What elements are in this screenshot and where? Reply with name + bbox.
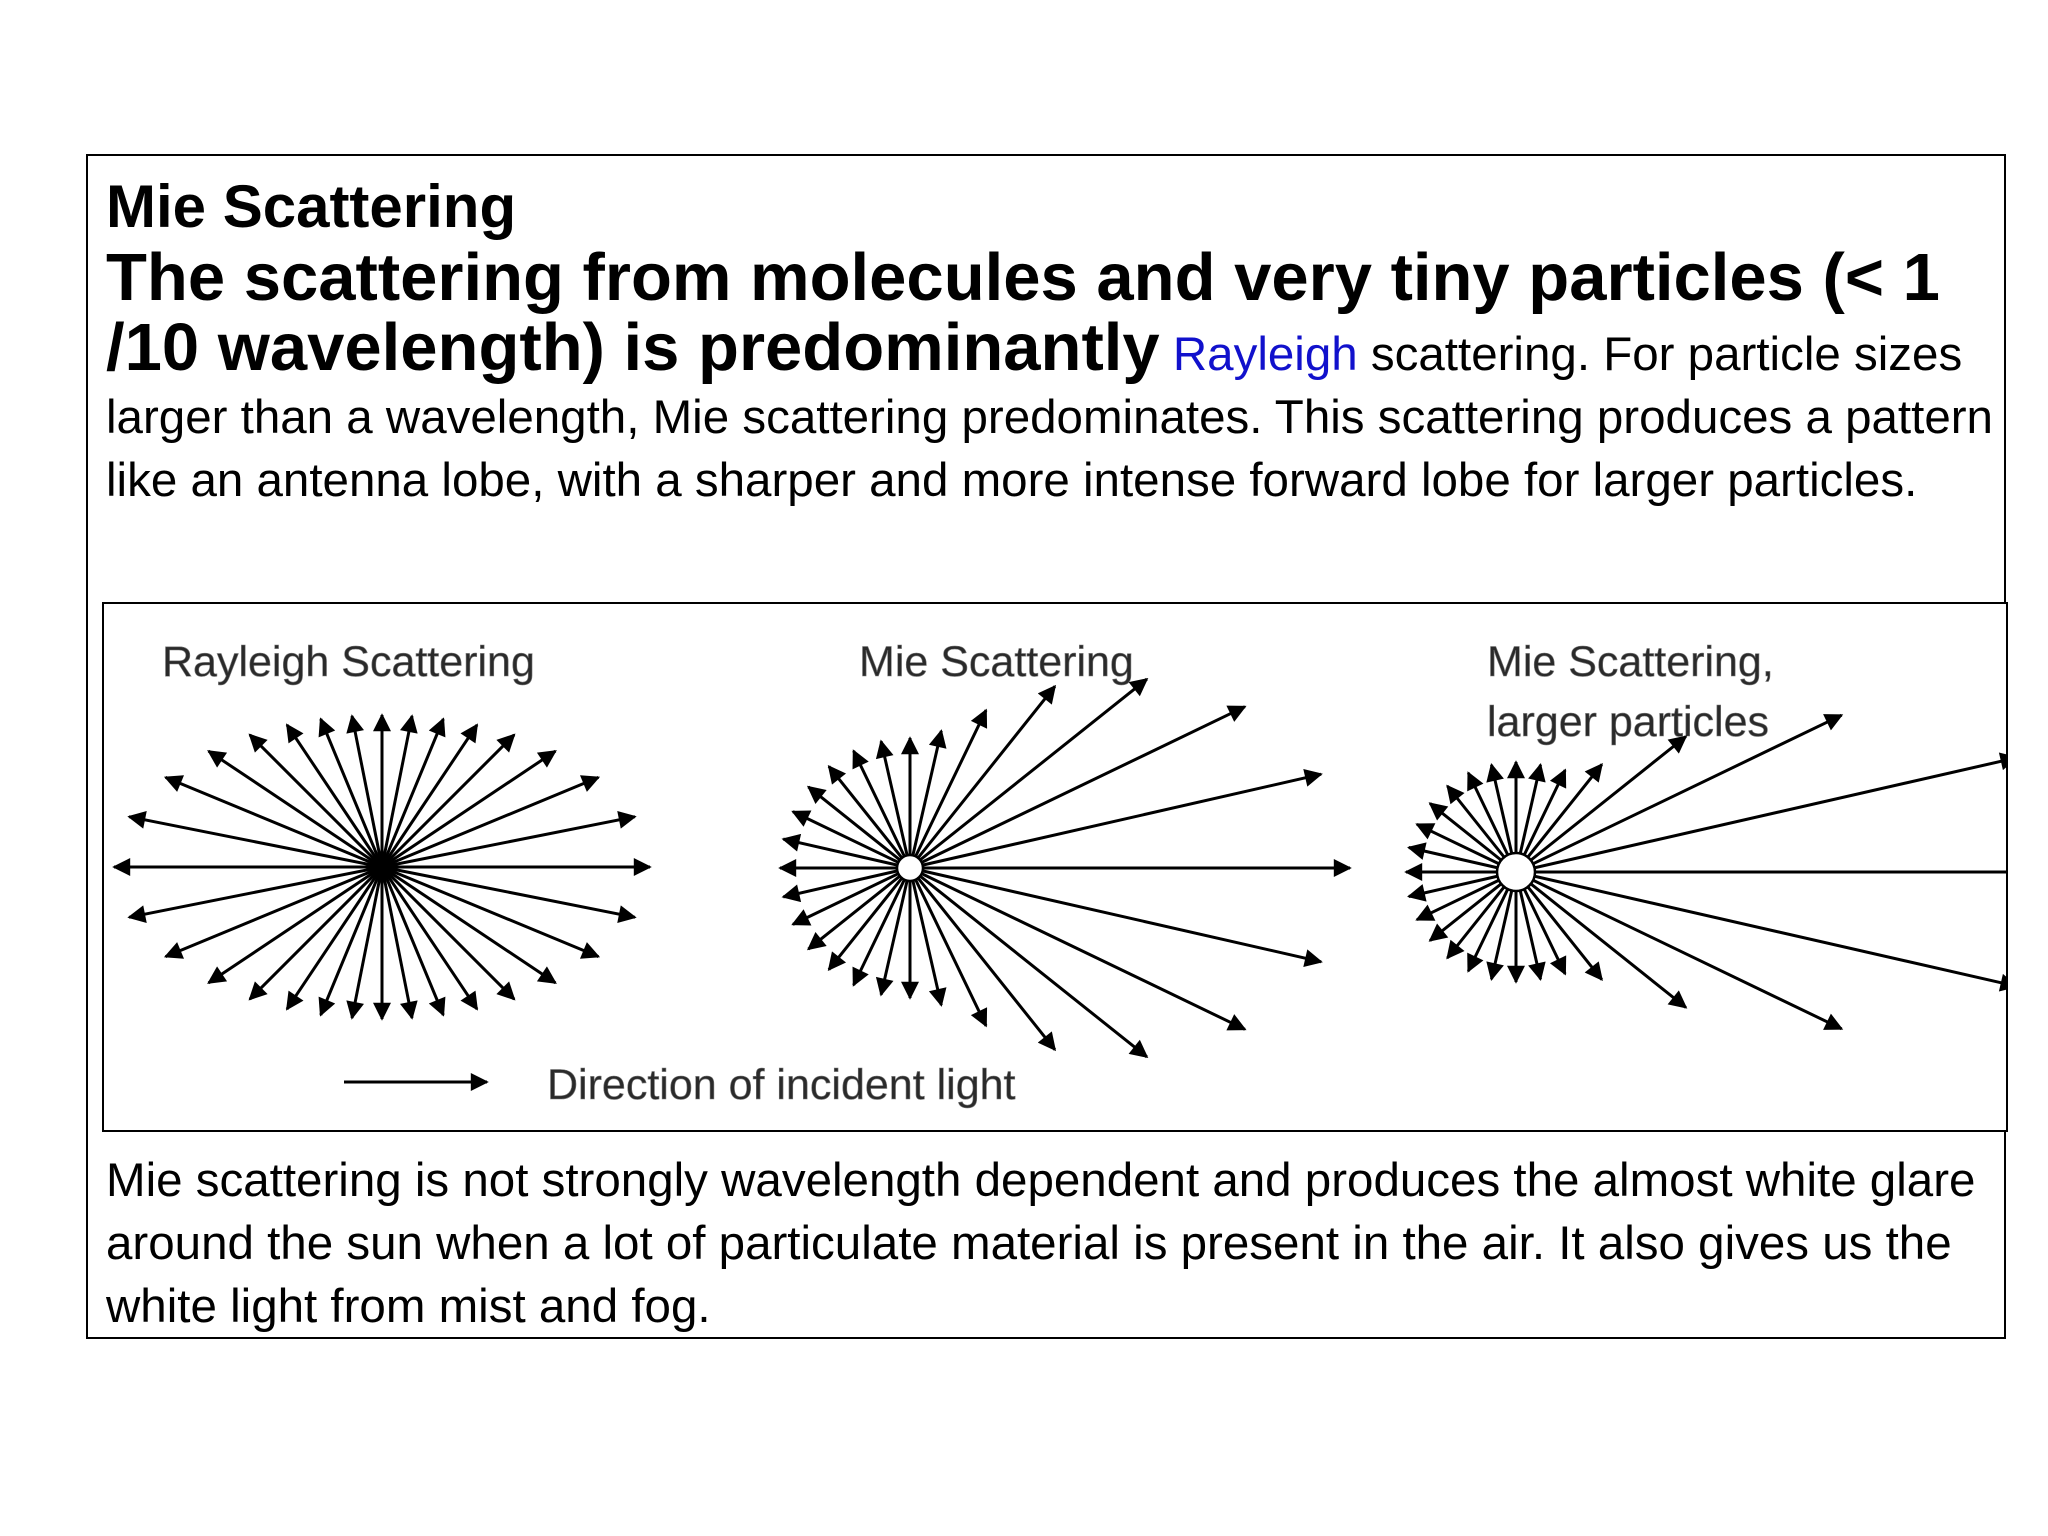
scatter-ray <box>382 867 514 999</box>
scatter-ray <box>250 735 382 867</box>
scatter-ray <box>910 868 1245 1029</box>
particle <box>1497 853 1535 891</box>
mie-scattering-label: Mie Scattering <box>859 638 1134 686</box>
intro-paragraph <box>106 240 2006 512</box>
mie-large-pattern <box>1406 715 2006 1029</box>
rayleigh-scattering-label: Rayleigh Scattering <box>162 638 535 686</box>
scatter-ray <box>382 735 514 867</box>
rayleigh-link[interactable]: Rayleigh <box>1172 328 1358 381</box>
mie-large-label-line1: Mie Scattering, <box>1487 638 1774 686</box>
scatter-ray <box>910 707 1245 868</box>
slide-title: Mie Scattering <box>106 173 517 240</box>
scattering-figure <box>102 602 2008 1132</box>
scattering-diagram <box>104 604 2006 1130</box>
intro-lead: The scattering from molecules and very tiny particles (< 1 /10 wavelength) is predominantly <box>106 240 1940 385</box>
particle <box>373 858 391 876</box>
scatter-ray <box>1516 872 1842 1029</box>
scatter-ray <box>250 867 382 999</box>
rayleigh-pattern <box>114 715 650 1019</box>
particle <box>897 855 923 881</box>
mie-large-label-line2: larger particles <box>1487 698 1769 746</box>
closing-paragraph: Mie scattering is not strongly wavelength dependent and produces the almost white glare around the sun when a lot of particulate material is present in the air. It also gives us the white light from mist and fog. <box>106 1154 1976 1333</box>
incident-light-label: Direction of incident light <box>547 1061 1016 1109</box>
intro-rest: scattering. For particle sizes larger than a wavelength, Mie scattering predominates. This scattering produces a pattern like an antenna lobe, with a sharper and more intense forward lobe for larger particles. <box>106 328 1993 507</box>
mie-pattern <box>780 679 1350 1057</box>
